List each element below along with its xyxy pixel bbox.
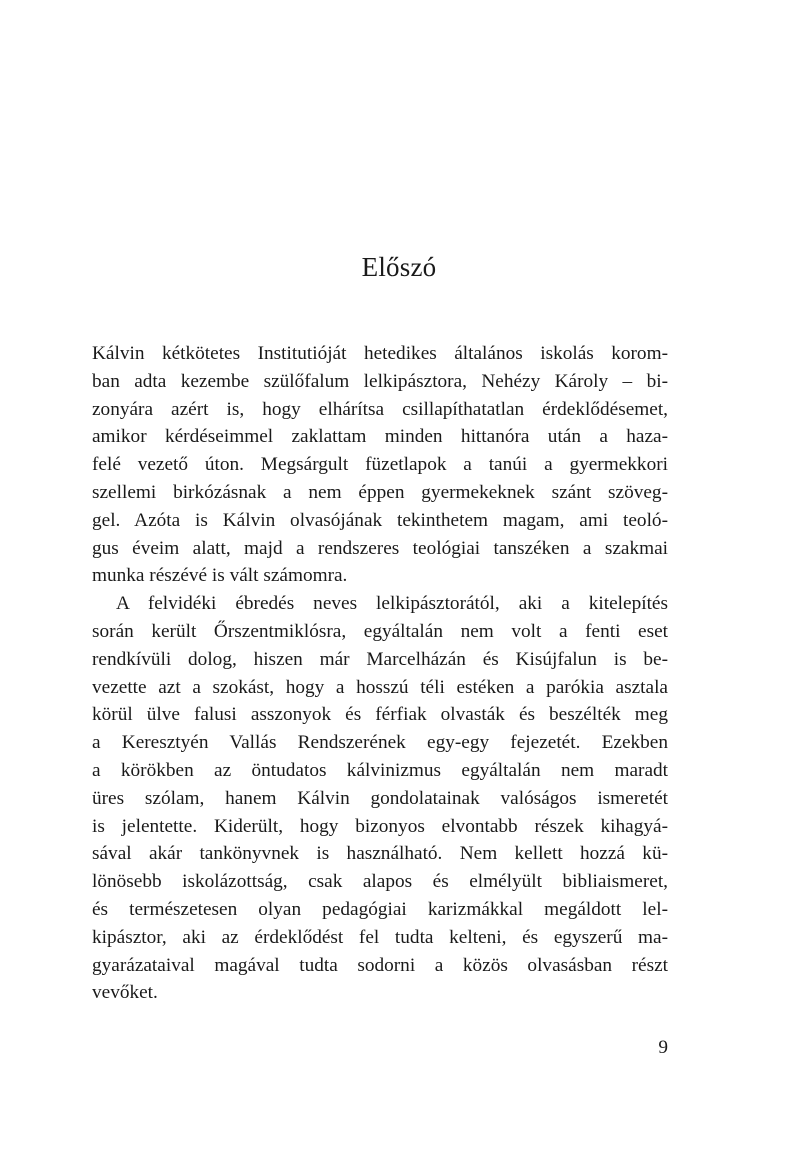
text-line: A felvidéki ébredés neves lelkipásztorától, aki a kitelepítés [116, 593, 668, 615]
text-line: gus éveim alatt, majd a rendszeres teológiai tanszéken a szakmai [92, 537, 668, 559]
chapter-title: Előszó [361, 252, 437, 282]
text-line: üres szólam, hanem Kálvin gondolatainak valóságos ismeretét [92, 787, 668, 809]
text-line: kipásztor, aki az érdeklődést fel tudta kelteni, és egyszerű ma- [92, 926, 668, 948]
text-line: ban adta kezembe szülőfalum lelkipásztora, Nehézy Károly – bi- [92, 370, 668, 392]
text-line: amikor kérdéseimmel zaklattam minden hittanóra után a haza- [92, 426, 668, 448]
text-line: zonyára azért is, hogy elhárítsa csillapíthatatlan érdeklődésemet, [92, 398, 668, 420]
text-line: sával akár tankönyvnek is használható. Nem kellett hozzá kü- [92, 843, 668, 865]
text-line: munka részévé is vált számomra. [92, 565, 348, 587]
text-line: szellemi birkózásnak a nem éppen gyermekeknek szánt szöveg- [92, 481, 668, 503]
text-line: és természetesen olyan pedagógiai karizmákkal megáldott lel- [92, 898, 668, 920]
paragraph-2 [92, 590, 668, 1007]
text-line: gyarázataival magával tudta sodorni a közös olvasásban részt [92, 954, 668, 976]
text-line: a körökben az öntudatos kálvinizmus egyáltalán nem maradt [92, 759, 668, 781]
text-line: is jelentette. Kiderült, hogy bizonyos elvontabb részek kihagyá- [92, 815, 668, 837]
text-line: során került Őrszentmiklósra, egyáltalán nem volt a fenti eset [92, 620, 668, 642]
text-line: gel. Azóta is Kálvin olvasójának tekinthetem magam, ami teoló- [92, 509, 668, 531]
body-text [92, 340, 668, 1007]
text-line: vezette azt a szokást, hogy a hosszú téli estéken a parókia asztala [92, 676, 668, 698]
paragraph-1 [92, 340, 668, 590]
text-line: felé vezető úton. Megsárgult füzetlapok a tanúi a gyermekkori [92, 454, 668, 476]
text-line: a Keresztyén Vallás Rendszerének egy-egy fejezetét. Ezekben [92, 732, 668, 754]
page-number: 9 [658, 1037, 668, 1058]
text-line: körül ülve falusi asszonyok és férfiak olvasták és beszélték meg [92, 704, 668, 726]
text-line: rendkívüli dolog, hiszen már Marcelházán és Kisújfalun is be- [92, 648, 668, 670]
text-line: lönösebb iskolázottság, csak alapos és elmélyült bibliaismeret, [92, 871, 668, 893]
text-line: Kálvin kétkötetes Institutióját hetedikes általános iskolás korom- [92, 343, 668, 364]
text-line: vevőket. [92, 982, 158, 1004]
